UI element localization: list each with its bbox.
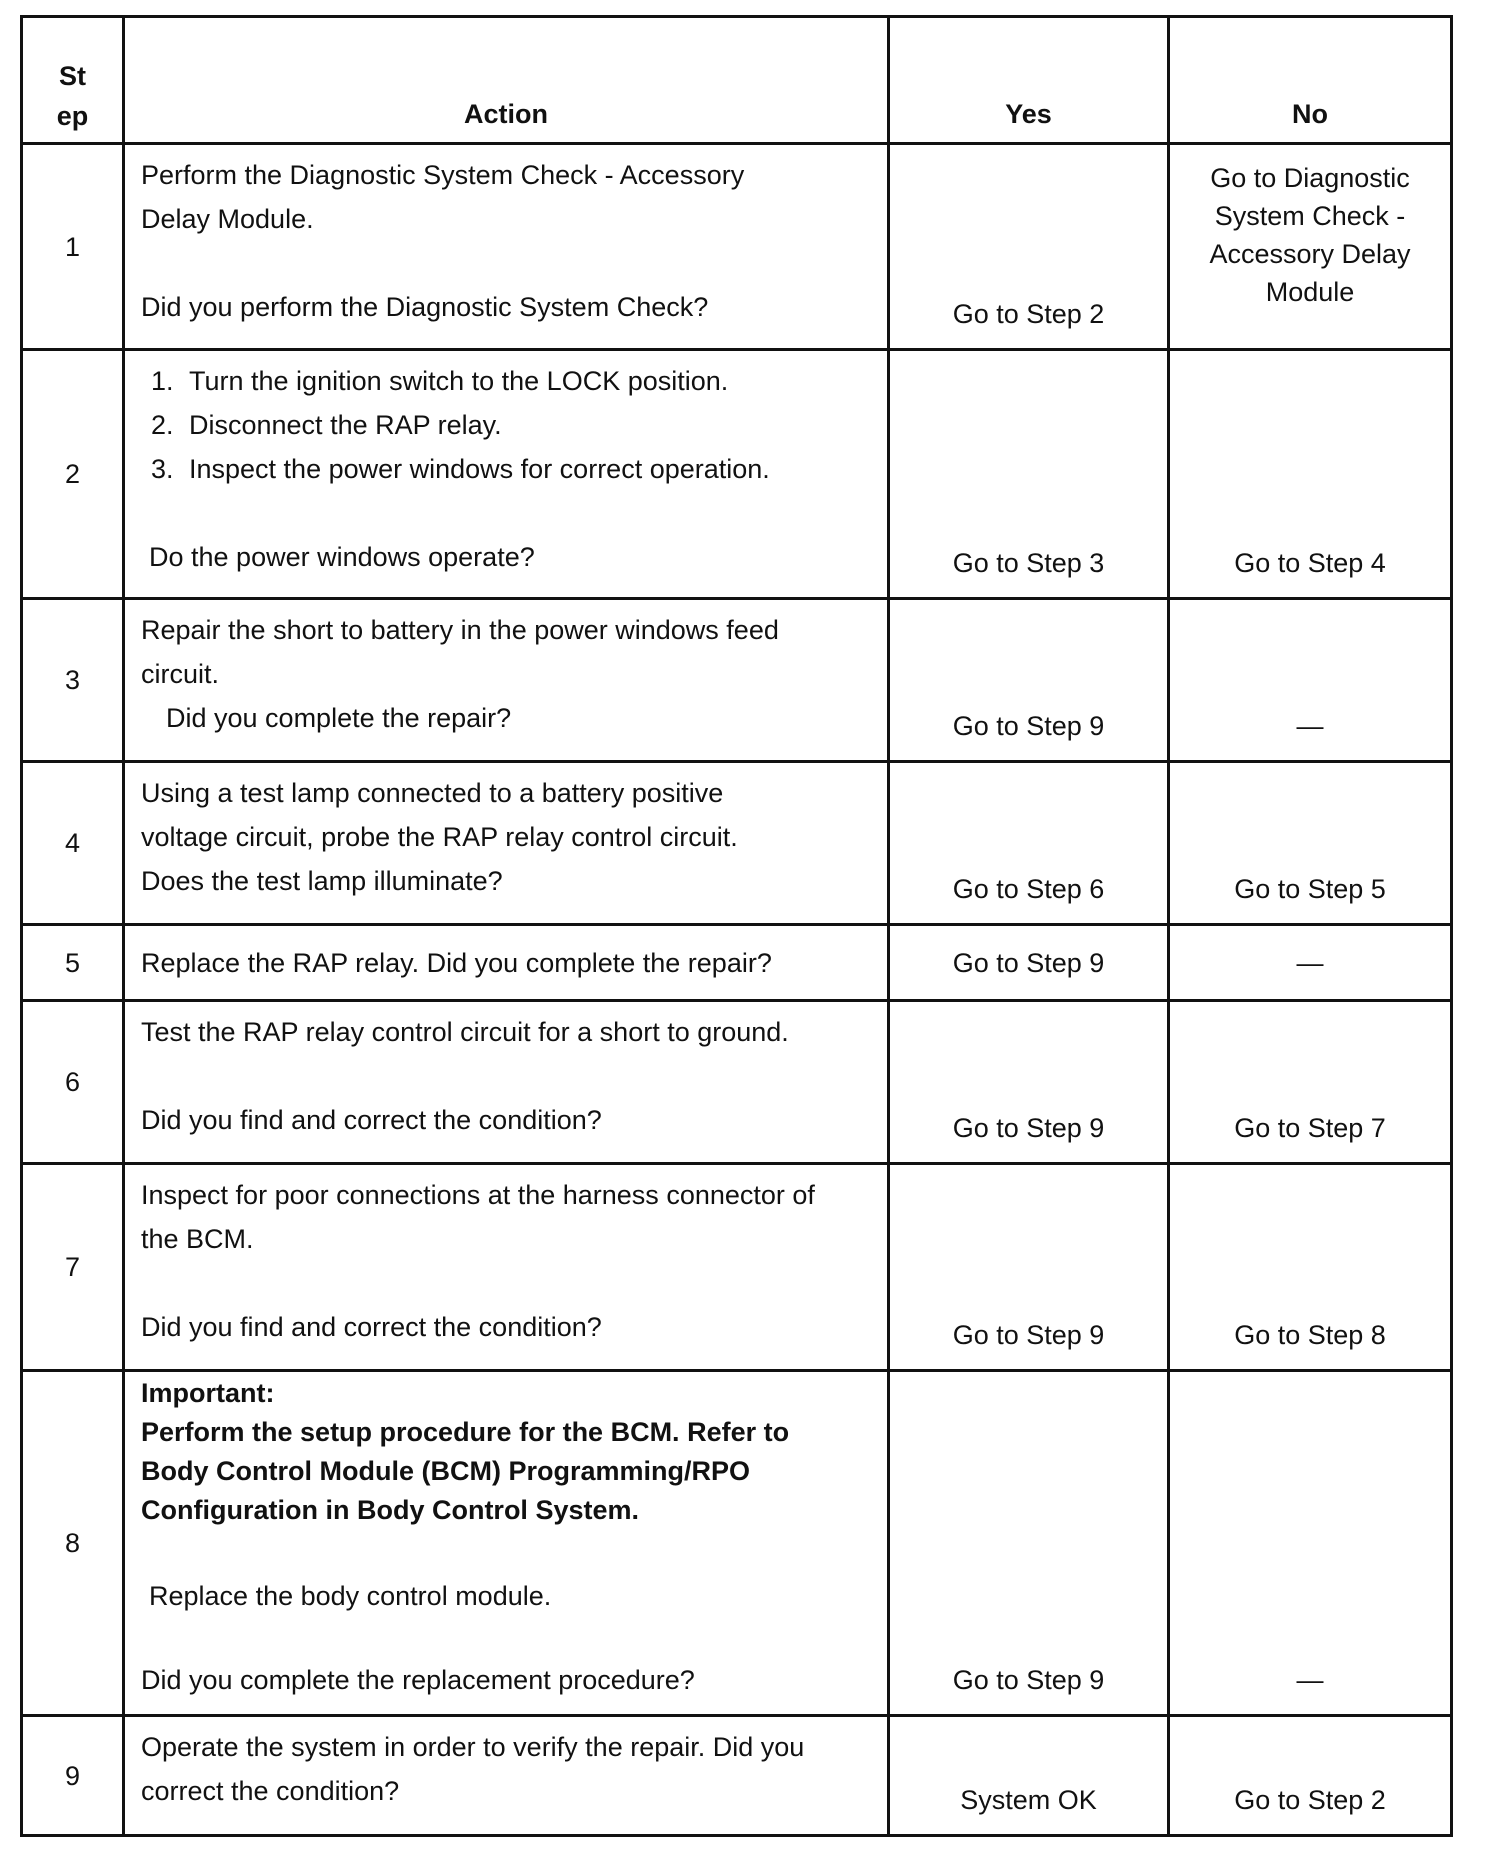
- action-cell: Replace the RAP relay. Did you complete the repair?: [124, 925, 889, 1001]
- no-cell: —: [1169, 925, 1452, 1001]
- yes-cell: Go to Step 3: [889, 350, 1169, 599]
- important-label: Important:: [141, 1378, 275, 1408]
- table-row: [22, 350, 1452, 599]
- instruction-list: 1. Turn the ignition switch to the LOCK position. 2. Disconnect the RAP relay. 3. Inspect the power windows for correct operation.: [141, 359, 871, 491]
- step-number: 5: [22, 925, 124, 1001]
- step-number: 6: [22, 1001, 124, 1164]
- action-cell: Test the RAP relay control circuit for a short to ground. Did you find and correct the condition?: [124, 1001, 889, 1164]
- no-cell: —: [1169, 1371, 1452, 1716]
- no-cell: Go to Step 2: [1169, 1716, 1452, 1836]
- action-cell: Important: Perform the setup procedure for the BCM. Refer to Body Control Module (BCM) Programming/RPO Configuration in Body Control System. Replace the body control module. Did you complete the replacement procedure?: [124, 1371, 889, 1716]
- table-row: [22, 762, 1452, 925]
- no-cell: Go to Step 8: [1169, 1164, 1452, 1371]
- yes-cell: Go to Step 9: [889, 1164, 1169, 1371]
- step-number: 1: [22, 144, 124, 350]
- no-cell: Go to Step 4: [1169, 350, 1452, 599]
- yes-cell: Go to Step 9: [889, 1001, 1169, 1164]
- table-row: [22, 599, 1452, 762]
- diagnostic-table: [20, 15, 1453, 1837]
- table-row: [22, 1001, 1452, 1164]
- header-step: St ep: [22, 17, 124, 144]
- yes-cell: Go to Step 9: [889, 599, 1169, 762]
- step-number: 2: [22, 350, 124, 599]
- table-row: [22, 925, 1452, 1001]
- action-cell: Operate the system in order to verify the repair. Did you correct the condition?: [124, 1716, 889, 1836]
- no-cell: —: [1169, 599, 1452, 762]
- step-number: 9: [22, 1716, 124, 1836]
- action-cell: Inspect for poor connections at the harness connector of the BCM. Did you find and correct the condition?: [124, 1164, 889, 1371]
- action-cell: Using a test lamp connected to a battery positive voltage circuit, probe the RAP relay control circuit. Does the test lamp illuminate?: [124, 762, 889, 925]
- step-number: 3: [22, 599, 124, 762]
- yes-cell: Go to Step 2: [889, 144, 1169, 350]
- action-cell: 1. Turn the ignition switch to the LOCK position. 2. Disconnect the RAP relay. 3. Inspect the power windows for correct operation. Do the power windows operate?: [124, 350, 889, 599]
- header-action: Action: [124, 17, 889, 144]
- step-number: 8: [22, 1371, 124, 1716]
- header-row: [22, 17, 1452, 144]
- no-cell: Go to Diagnostic System Check - Accessory Delay Module: [1169, 144, 1452, 350]
- step-number: 7: [22, 1164, 124, 1371]
- table-row: [22, 1164, 1452, 1371]
- yes-cell: Go to Step 6: [889, 762, 1169, 925]
- header-no: No: [1169, 17, 1452, 144]
- yes-cell: Go to Step 9: [889, 925, 1169, 1001]
- yes-cell: System OK: [889, 1716, 1169, 1836]
- action-cell: Repair the short to battery in the power windows feed circuit. Did you complete the repair?: [124, 599, 889, 762]
- yes-cell: Go to Step 9: [889, 1371, 1169, 1716]
- header-yes: Yes: [889, 17, 1169, 144]
- no-cell: Go to Step 5: [1169, 762, 1452, 925]
- table-row: [22, 144, 1452, 350]
- table-row: [22, 1716, 1452, 1836]
- step-number: 4: [22, 762, 124, 925]
- no-cell: Go to Step 7: [1169, 1001, 1452, 1164]
- action-cell: Perform the Diagnostic System Check - Accessory Delay Module. Did you perform the Diagnostic System Check?: [124, 144, 889, 350]
- table-row: [22, 1371, 1452, 1716]
